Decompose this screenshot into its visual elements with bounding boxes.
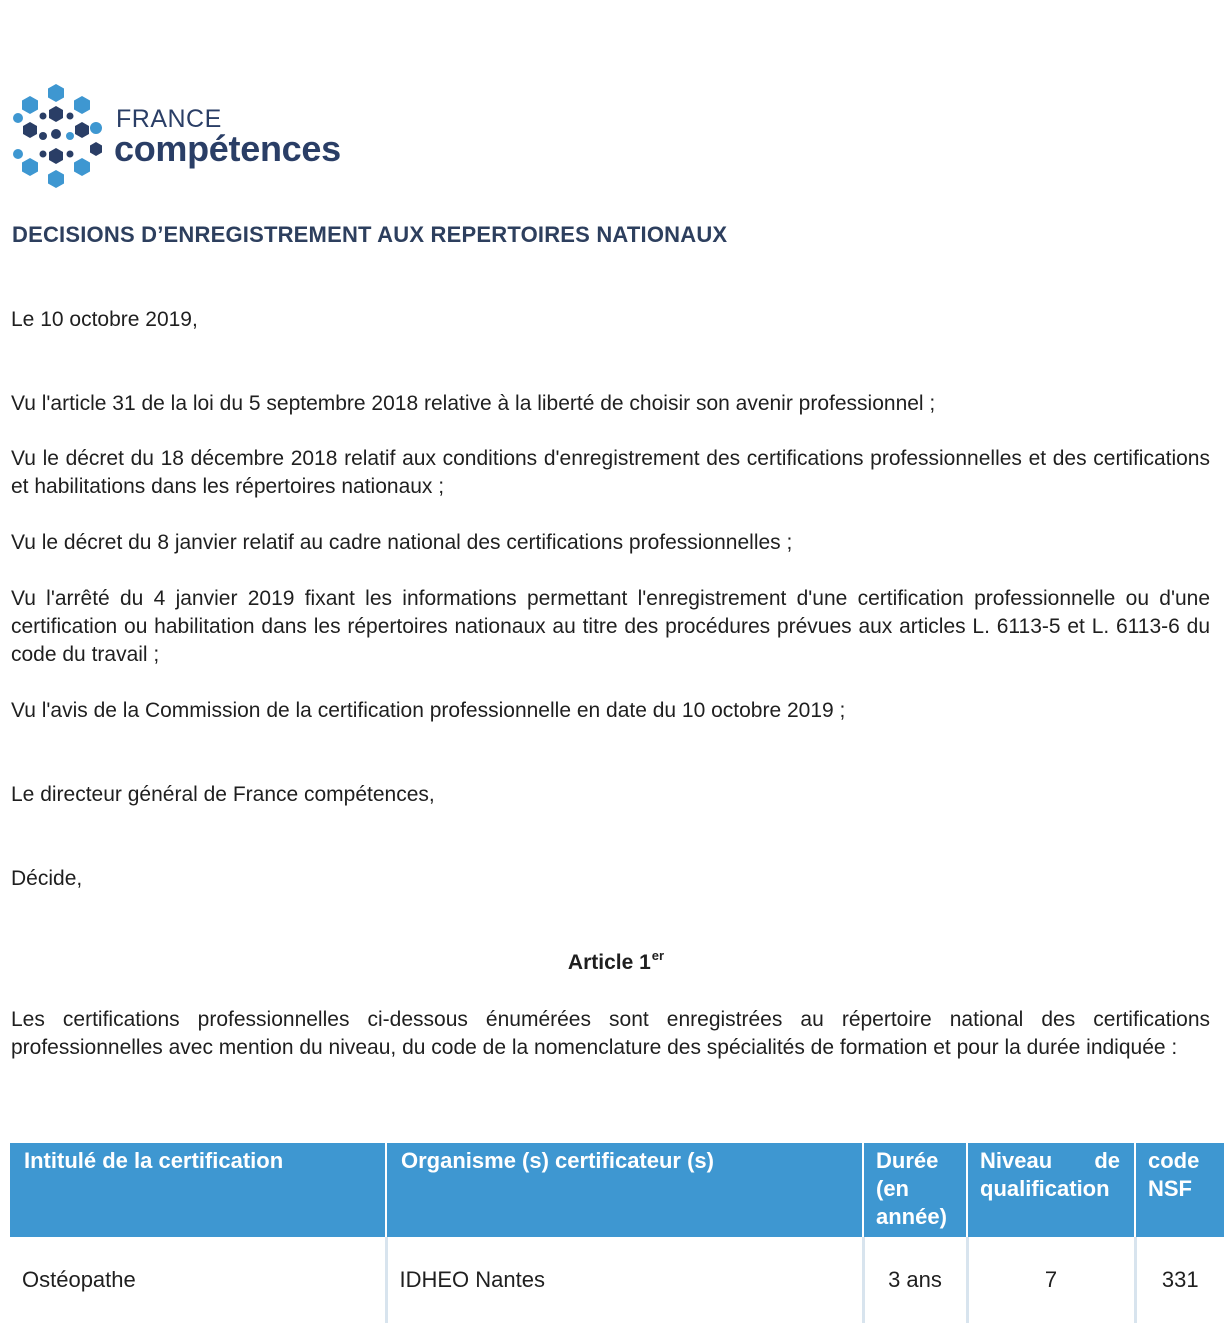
- article-body: Les certifications professionnelles ci-dessous énumérées sont enregistrées au répertoire national des certifications professionnelles avec mention du niveau, du code de la nomenclature des spécialités de formation et pour la durée indiquée :: [11, 1008, 1210, 1059]
- cell-duration: 3 ans: [863, 1237, 967, 1323]
- consideration-paragraph: Vu l'arrêté du 4 janvier 2019 fixant les informations permettant l'enregistrement d'une certification professionnelle ou d'une certification ou habilitation dans les répertoires nationaux au titre des procédures prévues aux articles L. 6113-5 et L. 6113-6 du code du travail ;: [11, 587, 1210, 666]
- consideration-paragraph: Vu l'avis de la Commission de la certification professionnelle en date du 10 octobre 2019 ;: [11, 699, 846, 722]
- cell-nsf-code: 331: [1161, 1267, 1199, 1292]
- cell-certification-title: Ostéopathe: [10, 1237, 386, 1323]
- france-competences-logo: [12, 84, 392, 188]
- header-certifying-bodies: Organisme (s) certificateur (s): [386, 1143, 863, 1237]
- logo-text-france: FRANCE: [116, 105, 222, 133]
- decides-line: Décide,: [11, 867, 83, 890]
- article-title: [0, 948, 1232, 975]
- header-nsf-code: code NSF: [1135, 1143, 1224, 1237]
- table-header-row: [10, 1143, 1224, 1237]
- certification-table: [10, 1143, 1224, 1323]
- header-certification-title: Intitulé de la certification: [10, 1143, 386, 1237]
- consideration-paragraph: Vu le décret du 8 janvier relatif au cadre national des certifications professionnelles ;: [11, 531, 793, 554]
- table-row: [10, 1237, 1224, 1323]
- cell-qualification-level: 7: [967, 1237, 1135, 1323]
- article-title-text: Article 1: [567, 951, 651, 974]
- consideration-paragraph: Vu le décret du 18 décembre 2018 relatif aux conditions d'enregistrement des certifications professionnelles et des certifications et habilitations dans les répertoires nationaux ;: [11, 447, 1210, 498]
- document-heading: DECISIONS D’ENREGISTREMENT AUX REPERTOIRES NATIONAUX: [12, 222, 728, 247]
- director-line: Le directeur général de France compétences,: [11, 783, 435, 806]
- hexagon-dots-logo-icon: [12, 84, 112, 188]
- article-title-superscript: er: [651, 948, 665, 963]
- date-line: Le 10 octobre 2019,: [11, 308, 198, 331]
- consideration-paragraph: Vu l'article 31 de la loi du 5 septembre 2018 relative à la liberté de choisir son avenir professionnel ;: [11, 392, 936, 415]
- cell-certifying-bodies: IDHEO Nantes: [386, 1237, 863, 1323]
- logo-text-competences: compétences: [114, 128, 341, 169]
- header-duration: Durée (en année): [863, 1143, 967, 1237]
- header-qualification-level: Niveau de qualification: [967, 1143, 1135, 1237]
